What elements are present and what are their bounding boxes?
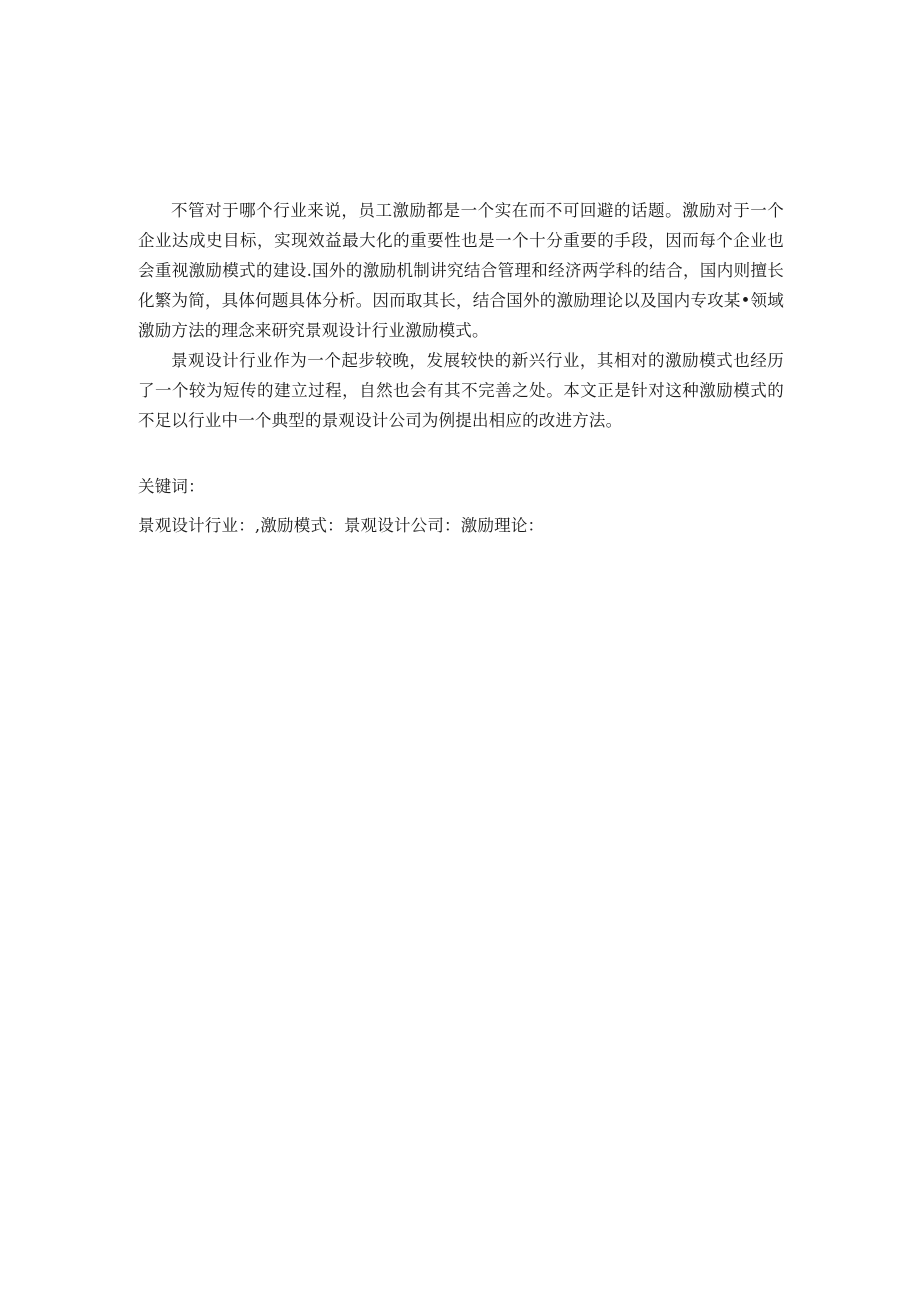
abstract-paragraph-2: 景观设计行业作为一个起步较晚，发展较快的新兴行业，其相对的激励模式也经历了一个较为短传的建立过程，自然也会有其不完善之处。本文正是针对这种激励模式的不足以行业中一个典型的景观设计公司为例提出相应的改进方法。 bbox=[138, 351, 784, 430]
keywords-list: 景观设计行业：,激励模式：景观设计公司：激励理论： bbox=[138, 516, 545, 535]
abstract-content bbox=[138, 196, 784, 541]
keywords-label: 关键词： bbox=[138, 477, 205, 496]
abstract-paragraph-1: 不管对于哪个行业来说，员工激励都是一个实在而不可回避的话题。激励对于一个企业达成史目标，实现效益最大化的重要性也是一个十分重要的手段，因而每个企业也会重视激励模式的建设.国外的激励机制讲究结合管理和经济两学科的结合，国内则擅长化繁为简，具体何题具体分析。因而取其长，结合国外的激励理论以及国内专攻某•领域激励方法的理念来研究景观设计行业激励模式。 bbox=[138, 201, 784, 340]
keywords-section bbox=[138, 472, 784, 541]
